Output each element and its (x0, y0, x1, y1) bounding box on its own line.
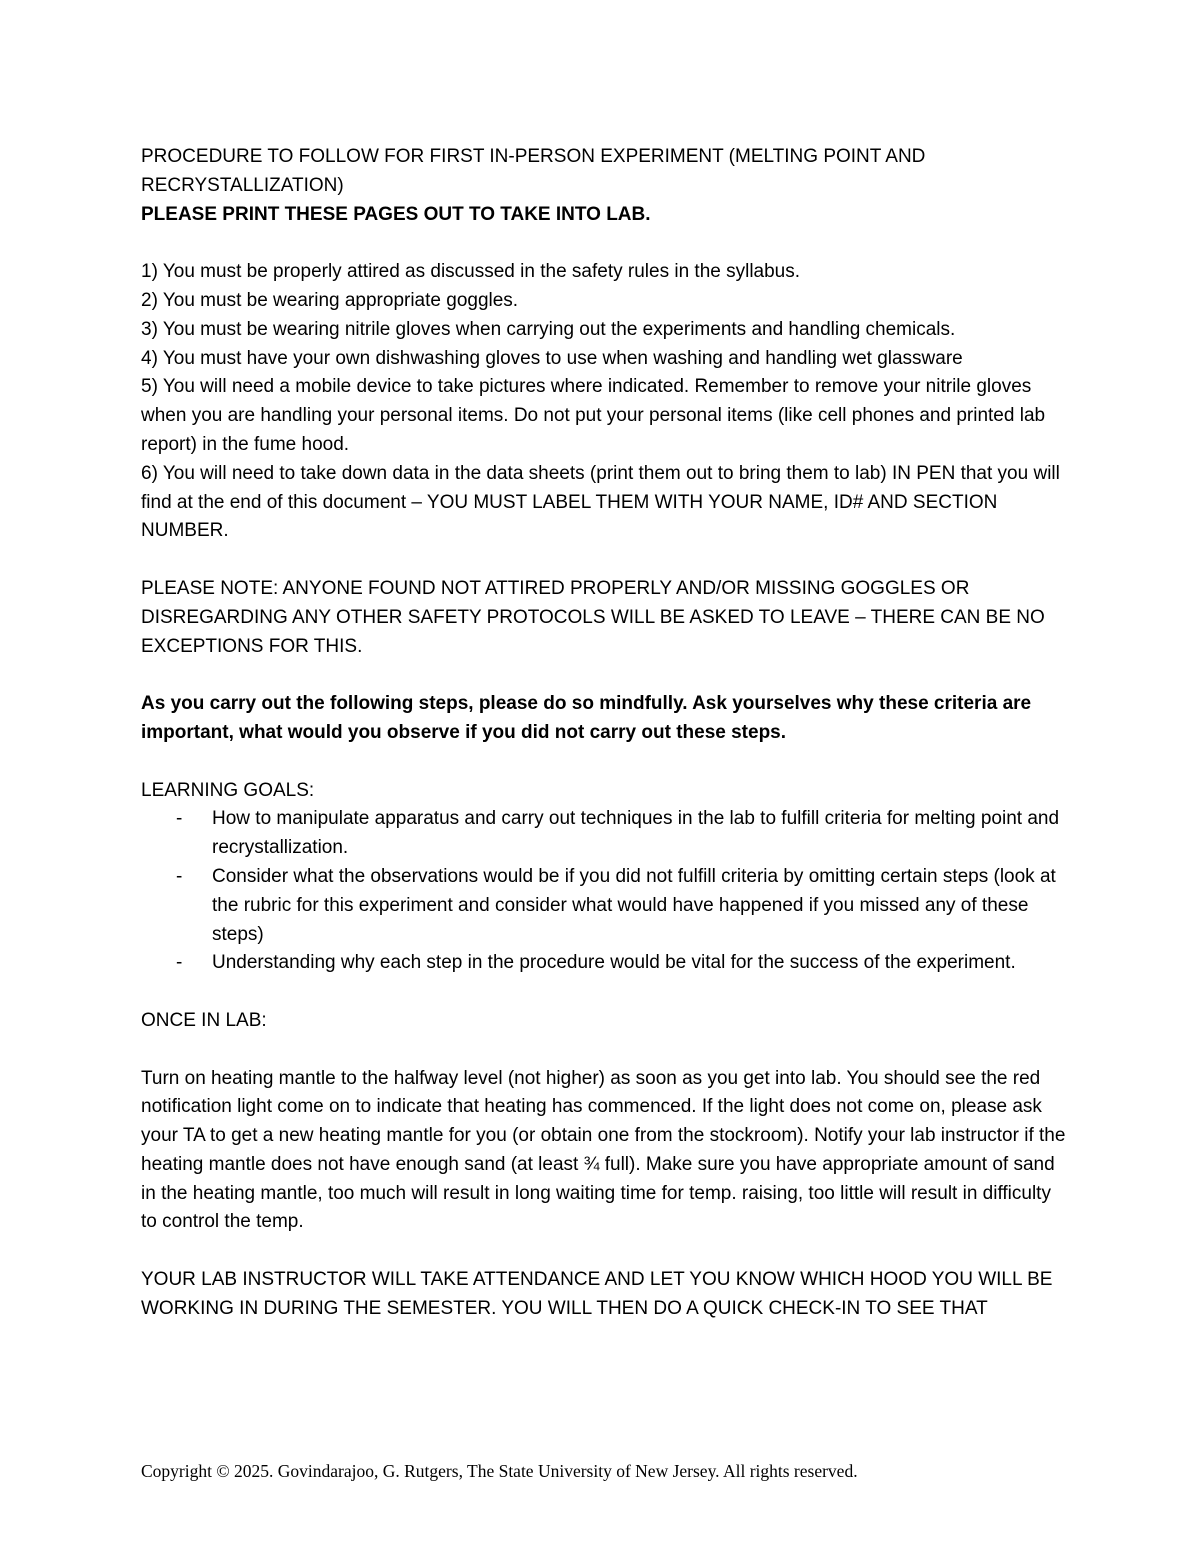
bullet-marker: - (176, 865, 183, 887)
spacer (141, 1237, 1066, 1266)
mindful-note: As you carry out the following steps, please do so mindfully. Ask yourselves why these criteria are important, what would you observe if you did not carry out these steps. (141, 693, 1032, 743)
spacer (141, 546, 1066, 575)
requirement-item: 5) You will need a mobile device to take pictures where indicated. Remember to remove your nitrile gloves when you are handling your personal items. Do not put your personal items (like cell phones and printed lab report) in the fume hood. (141, 376, 1046, 455)
requirements-list (141, 258, 1066, 546)
document-title: PROCEDURE TO FOLLOW FOR FIRST IN-PERSON EXPERIMENT (MELTING POINT AND RECRYSTALLIZATION) (141, 146, 926, 196)
learning-goal-text: How to manipulate apparatus and carry out techniques in the lab to fulfill criteria for melting point and recrystallization. (212, 808, 1060, 859)
requirement-item: 2) You must be wearing appropriate goggles. (141, 289, 519, 311)
requirement-item: 4) You must have your own dishwashing gloves to use when washing and handling wet glassware (141, 347, 963, 369)
heating-mantle-paragraph: Turn on heating mantle to the halfway level (not higher) as soon as you get into lab. You should see the red notification light come on to indicate that heating has commenced. If the light does not come on, please ask your TA to get a new heating mantle for you (or obtain one from the stockroom). Notify your lab instructor if the heating mantle does not have enough sand (at least ¾ full). Make sure you have appropriate amount of sand in the heating mantle, too much will result in long waiting time for temp. raising, too little will result in difficulty to control the temp. (141, 1067, 1066, 1233)
spacer (141, 1036, 1066, 1065)
attendance-paragraph: YOUR LAB INSTRUCTOR WILL TAKE ATTENDANCE AND LET YOU KNOW WHICH HOOD YOU WILL BE WORKING IN DURING THE SEMESTER. YOU WILL THEN DO A QUICK CHECK-IN TO SEE THAT (141, 1269, 1053, 1319)
learning-goal-item (141, 863, 1066, 949)
learning-goals-heading: LEARNING GOALS: (141, 779, 315, 801)
spacer (141, 748, 1066, 777)
learning-goals-list (141, 805, 1066, 978)
learning-goal-item (141, 805, 1066, 863)
learning-goal-text: Understanding why each step in the procedure would be vital for the success of the experiment. (212, 952, 1016, 974)
document-body (141, 143, 1066, 1324)
requirement-item: 6) You will need to take down data in the data sheets (print them out to bring them to lab) IN PEN that you will find at the end of this document – YOU MUST LABEL THEM WITH YOUR NAME, ID# AND SECTION NUMBER. (141, 462, 1060, 542)
spacer (141, 978, 1066, 1007)
bullet-marker: - (176, 808, 183, 830)
copyright-footer: Copyright © 2025. Govindarajoo, G. Rutgers, The State University of New Jersey. All rights reserved. (141, 1461, 858, 1481)
spacer (141, 229, 1066, 258)
print-instruction: PLEASE PRINT THESE PAGES OUT TO TAKE INTO LAB. (141, 203, 651, 225)
requirement-item: 3) You must be wearing nitrile gloves when carrying out the experiments and handling chemicals. (141, 318, 956, 340)
learning-goal-item (141, 949, 1066, 978)
please-note-paragraph: PLEASE NOTE: ANYONE FOUND NOT ATTIRED PROPERLY AND/OR MISSING GOGGLES OR DISREGARDING ANY OTHER SAFETY PROTOCOLS WILL BE ASKED TO LEAVE – THERE CAN BE NO EXCEPTIONS FOR THIS. (141, 577, 1045, 657)
bullet-marker: - (176, 952, 183, 974)
once-in-lab-heading: ONCE IN LAB: (141, 1009, 267, 1031)
spacer (141, 661, 1066, 690)
requirement-item: 1) You must be properly attired as discussed in the safety rules in the syllabus. (141, 261, 801, 283)
learning-goal-text: Consider what the observations would be if you did not fulfill criteria by omitting certain steps (look at the rubric for this experiment and consider what would have happened if you missed any of these steps) (212, 865, 1056, 945)
